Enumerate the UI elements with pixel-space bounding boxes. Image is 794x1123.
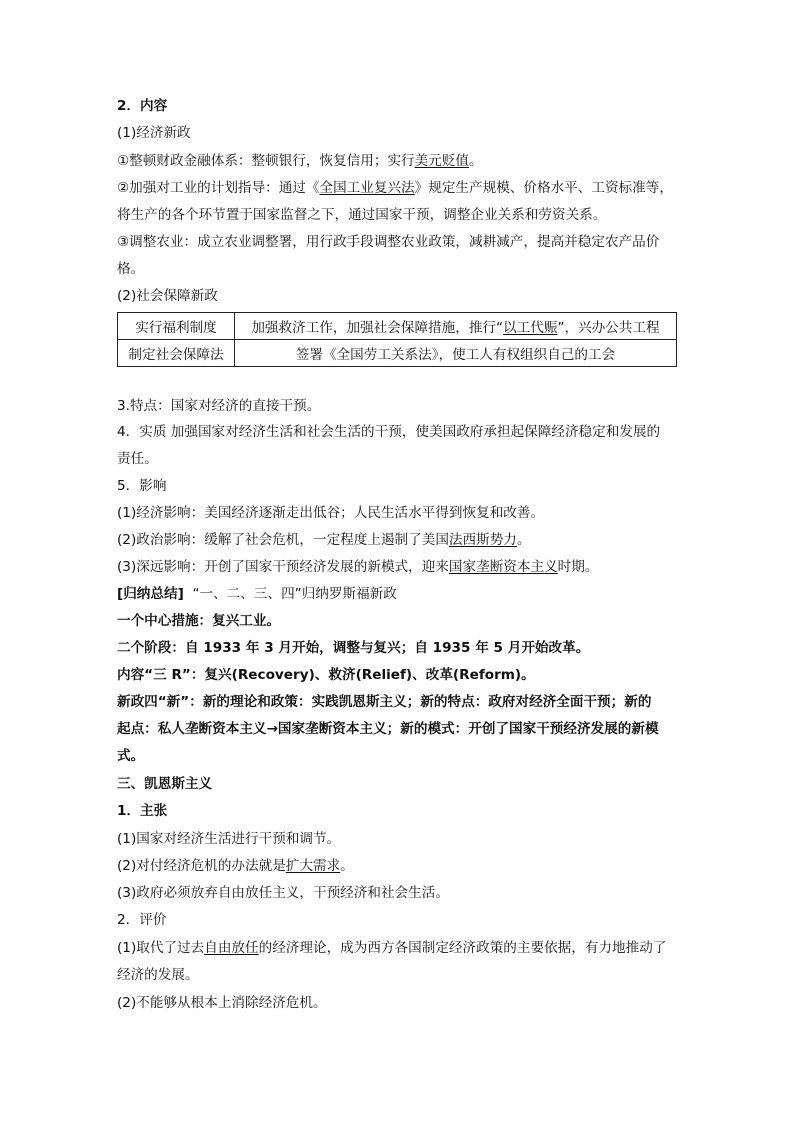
text-span: (2)对付经济危机的办法就是: [117, 858, 286, 874]
summary-three: 内容“三 R”：复兴(Recovery)、救济(Relief)、改革(Reform)。: [117, 667, 535, 683]
paragraph-evaluation-1-cont: 经济的发展。: [117, 967, 199, 983]
paragraph-features: 3.特点：国家对经济的直接干预。: [117, 398, 321, 414]
subheading-social-security: (2)社会保障新政: [117, 288, 218, 304]
subheading-economic-new-deal: (1)经济新政: [117, 125, 191, 141]
text-span: 》规定生产规模、价格水平、工资标准等，: [414, 180, 673, 196]
summary-four-cont: 起点：私人垄断资本主义→国家垄断资本主义；新的模式：开创了国家干预经济发展的新模: [117, 721, 659, 737]
summary-title: “一、二、三、四”归纳罗斯福新政: [192, 586, 397, 602]
section-heading-keynes: 三、凯恩斯主义: [117, 776, 213, 792]
text-span: (1)取代了过去: [117, 940, 205, 956]
subheading-evaluation: 2．评价: [117, 912, 167, 928]
paragraph-evaluation-1: [117, 938, 682, 958]
text-span: 。: [340, 858, 354, 874]
paragraph-industry: [117, 178, 682, 198]
summary-one: 一个中心措施：复兴工业。: [117, 613, 281, 629]
summary-two: 二个阶段：自 1933 年 3 月开始，调整与复兴；自 1935 年 5 月开始改革。: [117, 640, 590, 656]
paragraph-claim-2: [117, 856, 682, 876]
text-span: 。: [516, 532, 531, 548]
table-row: [118, 313, 677, 340]
table-row: [118, 340, 677, 367]
underlined-term: 全国工业复兴法: [319, 180, 415, 196]
paragraph-economic-impact: (1)经济影响：美国经济逐渐走出低谷；人民生活水平得到恢复和改善。: [117, 505, 545, 521]
paragraph-claim-1: (1)国家对经济生活进行干预和调节。: [117, 831, 341, 847]
paragraph-finance: [117, 151, 682, 171]
paragraph-political-impact: [117, 530, 682, 550]
underlined-term: 法西斯势力: [448, 532, 517, 548]
text-span: ②加强对工业的计划指导：通过《: [117, 180, 320, 196]
summary-heading: [117, 584, 682, 604]
text-span: 。: [469, 153, 483, 169]
paragraph-claim-3: (3)政府必须放弃自由放任主义，干预经济和社会生活。: [117, 885, 449, 901]
social-security-table: [117, 312, 677, 367]
text-span: 签署《全国劳工关系法》，使工人有权组织自己的工会: [295, 347, 616, 363]
table-cell-label: 制定社会保障法: [118, 340, 235, 367]
paragraph-evaluation-2: (2)不能够从根本上消除经济危机。: [117, 995, 327, 1011]
text-span: 的经济理论，成为西方各国制定经济政策的主要依据，有力地推动了: [258, 940, 667, 956]
subheading-claims: 1．主张: [117, 803, 168, 819]
paragraph-industry-cont: 将生产的各个环节置于国家监督之下，通过国家干预，调整企业关系和劳资关系。: [117, 207, 607, 223]
text-span: ①整顿财政金融体系：整顿银行，恢复信用；实行: [117, 153, 415, 169]
summary-four-end: 式。: [117, 748, 145, 764]
paragraph-essence-cont: 责任。: [117, 451, 158, 467]
text-span: 加强救济工作，加强社会保障措施，推行“: [251, 320, 504, 336]
paragraph-agriculture: ③调整农业：成立农业调整署，用行政手段调整农业政策，减耕减产，提高并稳定农产品价: [117, 234, 660, 250]
underlined-term: 扩大需求: [285, 858, 341, 874]
paragraph-long-term-impact: [117, 557, 682, 577]
underlined-term: 美元贬值: [414, 153, 470, 169]
underlined-term: 国家垄断资本主义: [448, 559, 558, 575]
underlined-term: 以工代赈: [503, 320, 558, 336]
table-cell-content: [235, 313, 677, 340]
table-cell-content: [235, 340, 677, 367]
text-span: (2)政治影响：缓解了社会危机，一定程度上遏制了美国: [117, 532, 449, 548]
section-heading-content: 2．内容: [117, 98, 168, 114]
table-cell-label: 实行福利制度: [118, 313, 235, 340]
summary-four: 新政四“新”：新的理论和政策：实践凯恩斯主义；新的特点：政府对经济全面干预；新的: [117, 694, 652, 710]
section-heading-impact: 5．影响: [117, 478, 167, 494]
paragraph-essence: 4．实质 加强国家对经济生活和社会生活的干预，使美国政府承担起保障经济稳定和发展的: [117, 424, 661, 440]
underlined-term: 自由放任: [204, 940, 259, 956]
text-span: (3)深远影响：开创了国家干预经济发展的新模式，迎来: [117, 559, 449, 575]
summary-tag: [归纳总结]: [117, 586, 184, 602]
text-span: ”，兴办公共工程: [557, 320, 660, 336]
text-span: 时期。: [557, 559, 599, 575]
paragraph-agriculture-cont: 格。: [117, 261, 145, 277]
